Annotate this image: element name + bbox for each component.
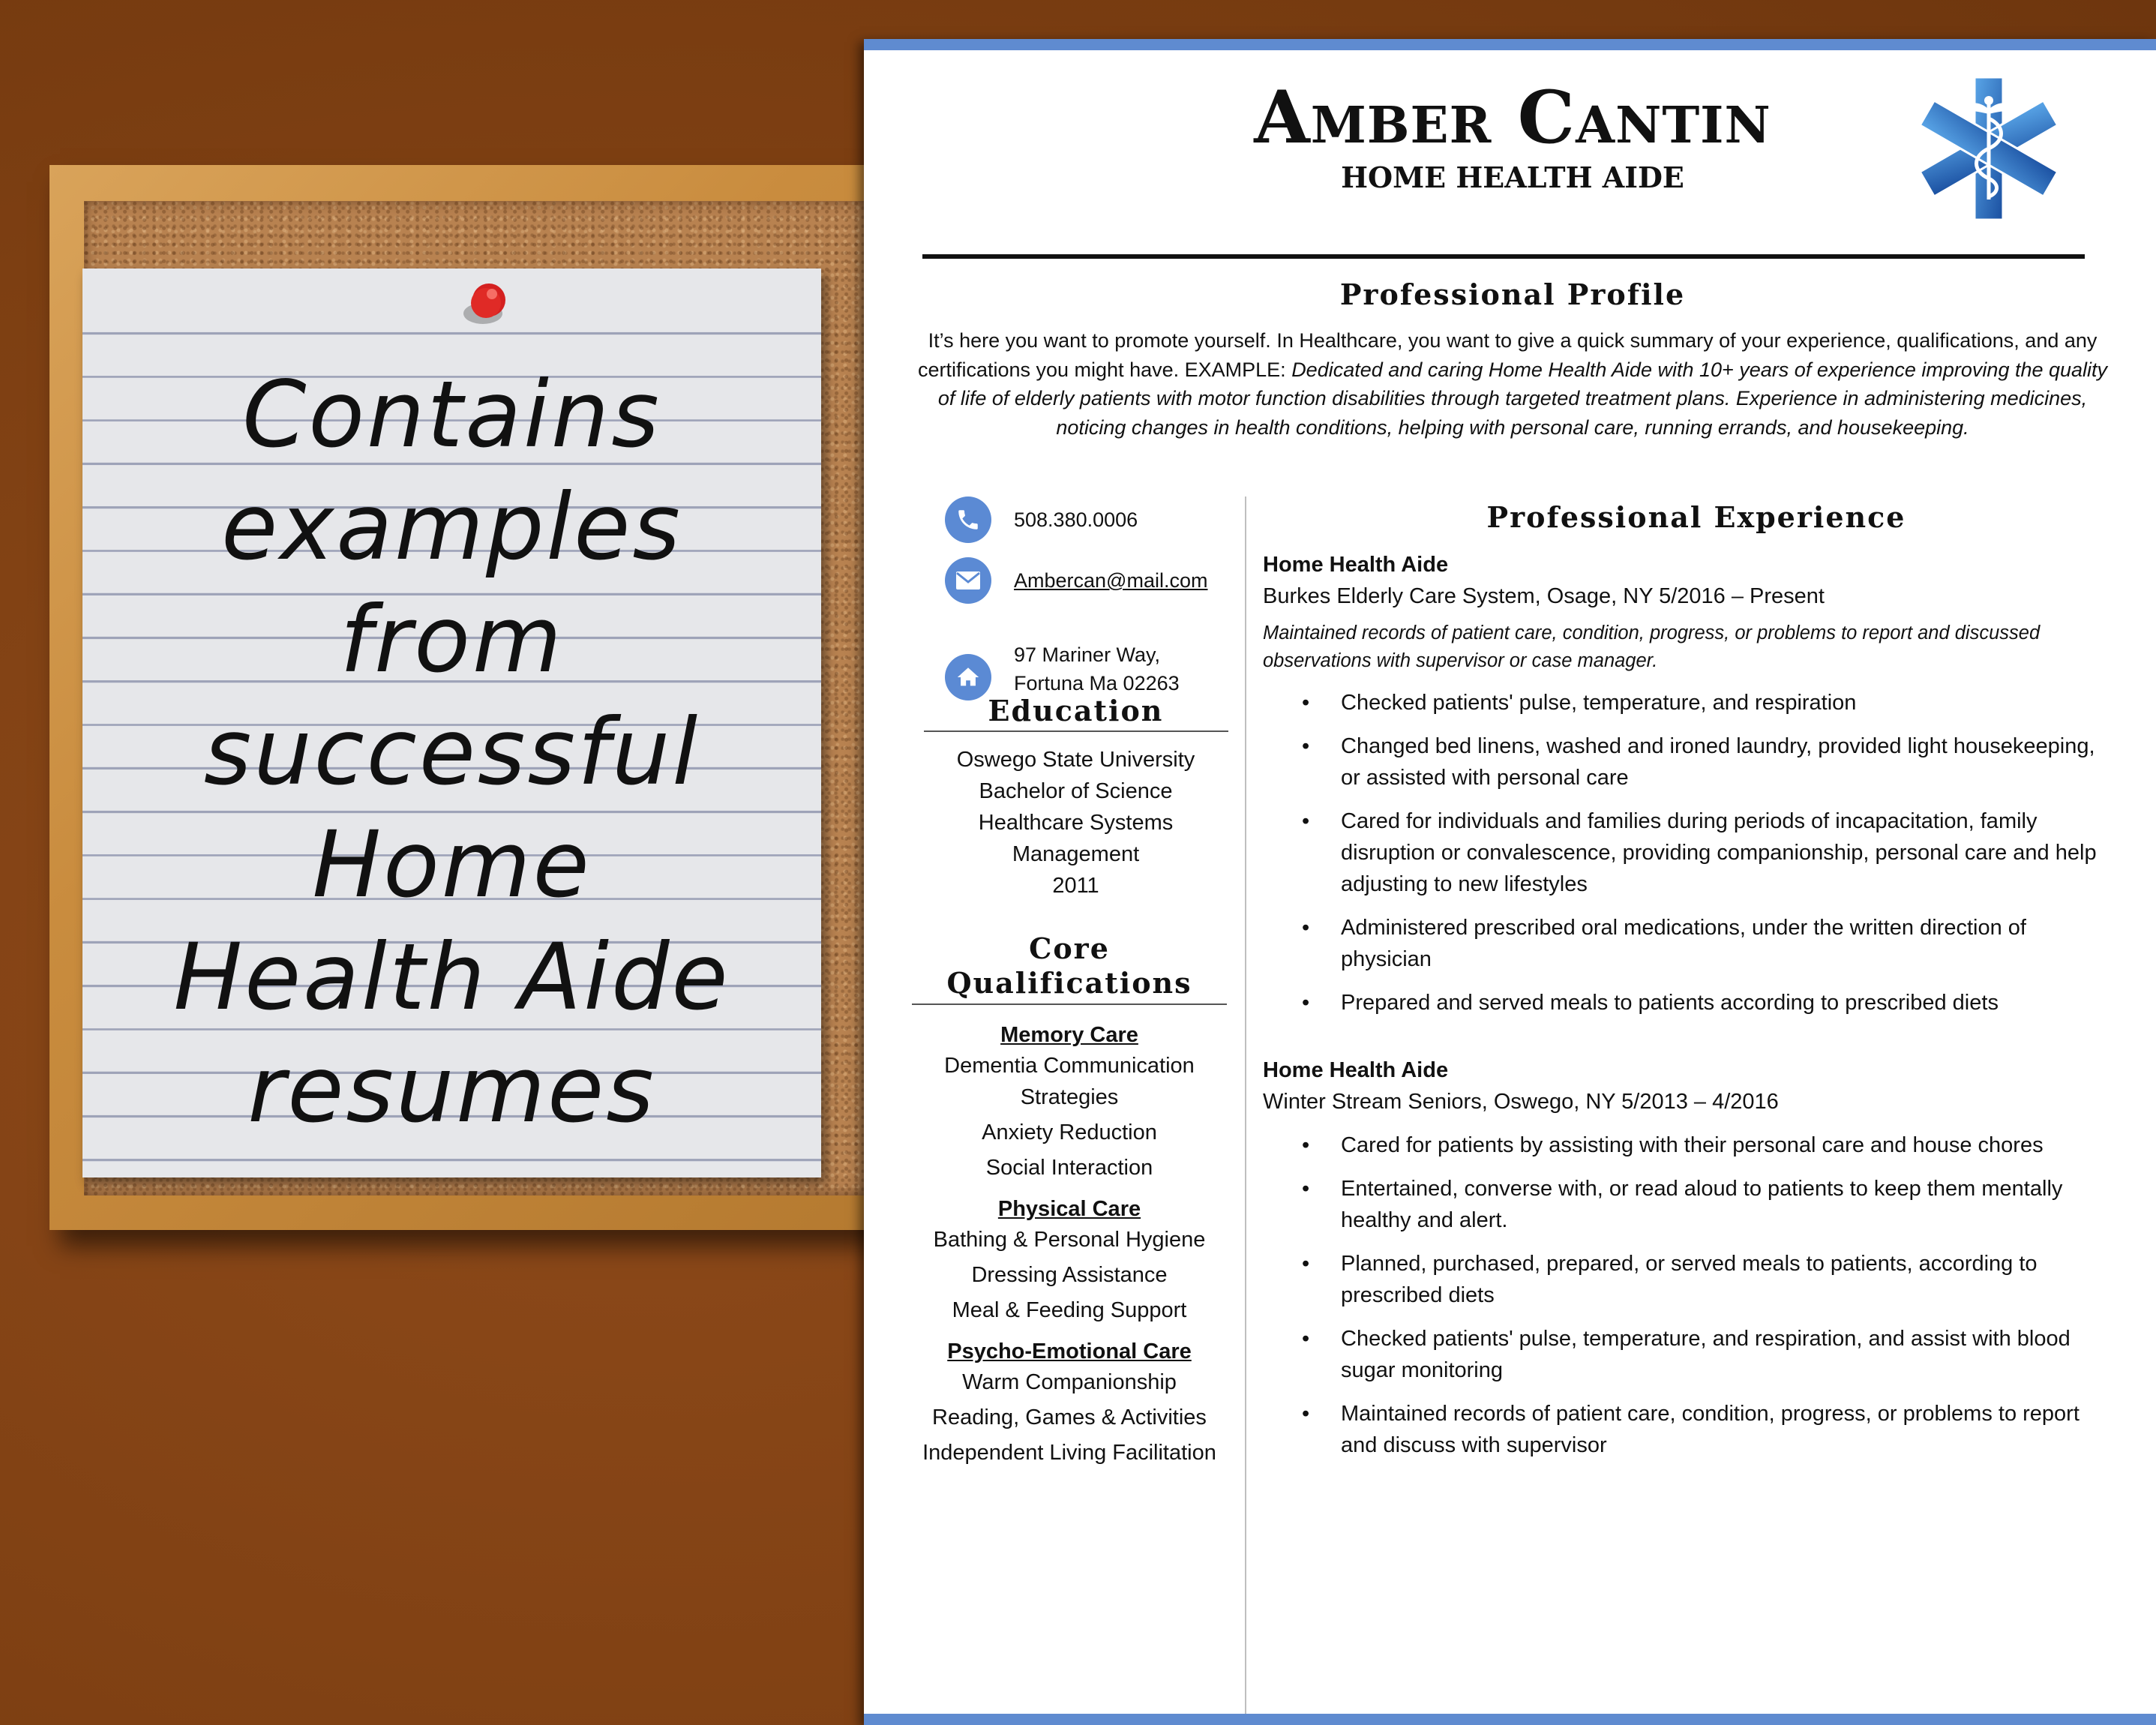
- job-company: Winter Stream Seniors, Oswego, NY 5/2013 – 4/2016: [1263, 1090, 1779, 1114]
- core-heading-line-1: Core: [1029, 932, 1110, 965]
- phone-number: 508.380.0006: [1014, 508, 1138, 531]
- note-line: successful: [203, 699, 700, 806]
- phone-icon: [945, 496, 991, 543]
- note-line: resumes: [247, 1036, 656, 1143]
- core-item: Dementia Communication Strategies: [944, 1054, 1195, 1109]
- header-divider: [922, 254, 2085, 259]
- address-line-1: 97 Mariner Way,: [1014, 644, 1161, 666]
- core-item: Anxiety Reduction: [982, 1120, 1157, 1144]
- job-company: Burkes Elderly Care System, Osage, NY 5/2016 – Present: [1263, 584, 1825, 608]
- profile-example: Dedicated and caring Home Health Aide with 10+ years of experience improving the quality of life of elderly patients with motor function disabilities through targeted treatment plans. Experience in administering medicines, noticing changes in health conditions, helping with personal care, running errands, and housekeeping.: [937, 358, 2108, 439]
- email-link[interactable]: Ambercan@mail.com: [1014, 569, 1208, 592]
- core-heading: [912, 932, 1227, 1000]
- column-divider: [1245, 496, 1246, 1725]
- job-bullet: • Administered prescribed oral medications, under the written direction of physician: [1341, 912, 2133, 975]
- profile-intro: It’s here you want to promote yourself. In Healthcare, you want to give a quick summary of your experience, qualifications, and any certifications you might have. EXAMPLE:: [917, 329, 2098, 381]
- education-divider: [924, 730, 1228, 732]
- note-line: examples: [221, 474, 682, 580]
- job-bullet: • Planned, purchased, prepared, or served meals to patients, according to prescribed diets: [1341, 1248, 2133, 1311]
- job-bullet: • Cared for individuals and families during periods of incapacitation, family disruption or convalescence, providing companionship, personal care and help adjusting to new lifestyles: [1341, 806, 2133, 900]
- core-item: Social Interaction: [985, 1156, 1153, 1180]
- core-category: Psycho-Emotional Care: [947, 1340, 1192, 1364]
- core-item: Warm Companionship: [962, 1370, 1177, 1394]
- core-item: Bathing & Personal Hygiene: [933, 1228, 1206, 1252]
- profile-heading: Professional Profile: [1339, 278, 1686, 311]
- graduation-year: 2011: [1052, 874, 1099, 898]
- core-item: Meal & Feeding Support: [952, 1298, 1187, 1322]
- core-item: Dressing Assistance: [971, 1263, 1168, 1287]
- core-item: Independent Living Facilitation: [922, 1441, 1216, 1465]
- note-paper: [82, 268, 821, 1178]
- job-bullet: • Maintained records of patient care, condition, progress, or problems to report and discuss with supervisor: [1341, 1398, 2133, 1461]
- pushpin-icon: [457, 278, 517, 338]
- core-qualifications: [912, 1014, 1227, 1472]
- note-line: Home: [312, 812, 592, 918]
- job-bullet: • Checked patients' pulse, temperature, and respiration: [1341, 687, 2133, 718]
- note-text: [82, 358, 821, 1146]
- job-bullet: • Entertained, converse with, or read aloud to patients to keep them mentally healthy and alert.: [1341, 1173, 2133, 1236]
- contact-phone: [945, 496, 1138, 543]
- contact-email: [945, 557, 1207, 604]
- job-title: Home Health Aide: [1263, 553, 1449, 577]
- job-bullet: • Prepared and served meals to patients according to prescribed diets: [1341, 987, 2133, 1018]
- degree: Bachelor of Science: [979, 779, 1173, 803]
- note-line: from: [340, 586, 564, 693]
- job-bullets: [1263, 687, 2133, 1018]
- major-line-2: Management: [1012, 842, 1140, 866]
- education-details: [924, 744, 1228, 902]
- core-category: Physical Care: [997, 1197, 1141, 1221]
- note-line: Health Aide: [173, 924, 730, 1030]
- experience-heading: Professional Experience: [1486, 500, 1906, 534]
- candidate-title: HOME HEALTH AIDE: [1341, 160, 1684, 194]
- education-heading: Education: [988, 694, 1164, 728]
- job-bullet: • Checked patients' pulse, temperature, and respiration, and assist with blood sugar monitoring: [1341, 1323, 2133, 1386]
- address-line-2: Fortuna Ma 02263: [1014, 672, 1180, 694]
- address: [1014, 640, 1180, 698]
- core-heading-line-2: Qualifications: [946, 966, 1192, 1000]
- job-entry: [1263, 549, 2133, 1030]
- job-bullet: • Changed bed linens, washed and ironed laundry, provided light housekeeping, or assisted with personal care: [1341, 730, 2133, 794]
- resume-page: [864, 39, 2156, 1725]
- star-of-life-icon: [1914, 74, 2064, 224]
- candidate-name: Amber Cantin: [1254, 75, 1771, 160]
- top-accent-bar: [864, 39, 2156, 50]
- job-title: Home Health Aide: [1263, 1058, 1449, 1082]
- core-category: Memory Care: [1000, 1023, 1138, 1047]
- profile-summary: [916, 326, 2109, 442]
- job-description: Maintained records of patient care, condition, progress, or problems to report and discussed observations with supervisor or case manager.: [1263, 622, 2041, 671]
- bottom-accent-bar: [864, 1714, 2156, 1725]
- job-bullet: • Cared for patients by assisting with their personal care and house chores: [1341, 1130, 2133, 1161]
- core-divider: [912, 1004, 1227, 1005]
- job-bullets: [1263, 1130, 2133, 1461]
- school-name: Oswego State University: [956, 748, 1195, 772]
- job-entry: [1263, 1054, 2133, 1473]
- major-line-1: Healthcare Systems: [978, 811, 1174, 835]
- mail-icon: [945, 557, 991, 604]
- core-item: Reading, Games & Activities: [932, 1406, 1207, 1430]
- note-line: Contains: [242, 362, 661, 468]
